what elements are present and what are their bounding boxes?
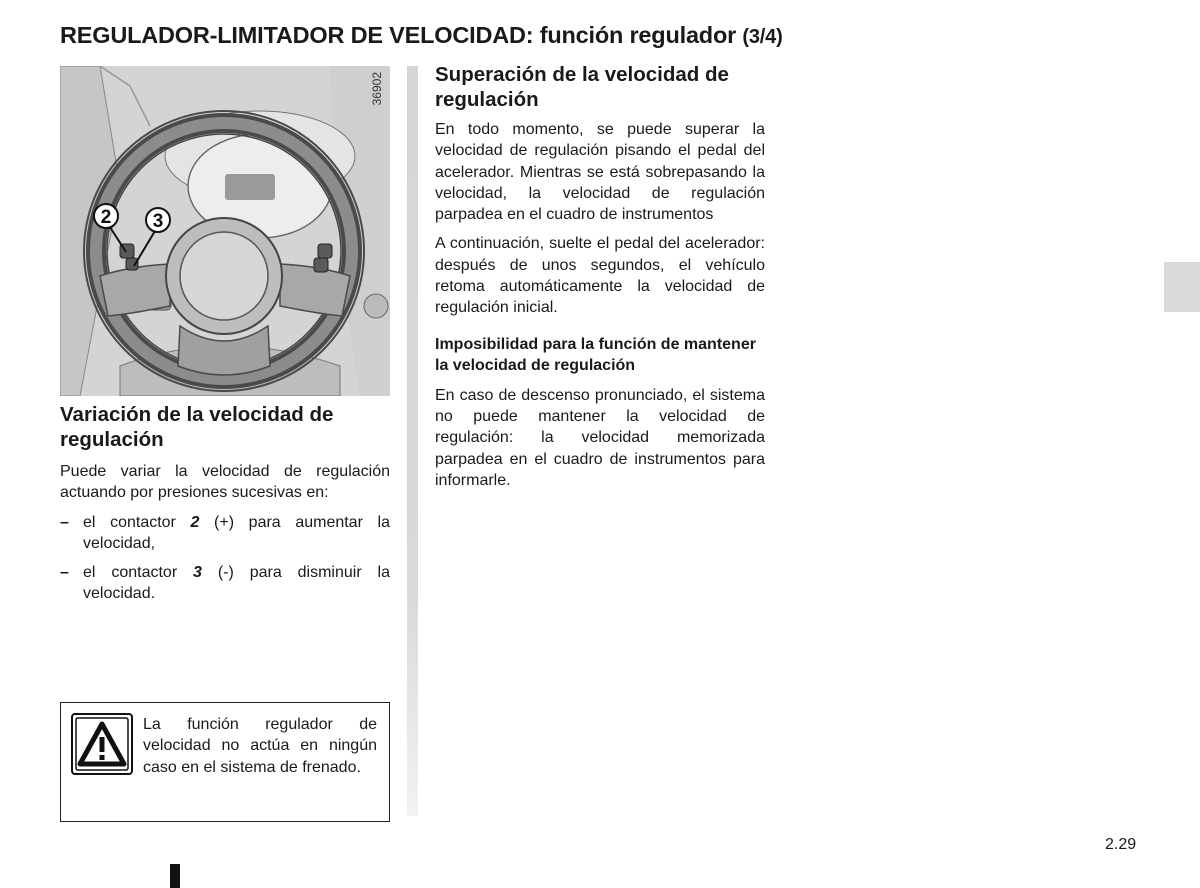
- list-item-text-start: el contactor: [83, 564, 178, 582]
- page-number: 2.29: [1105, 836, 1137, 853]
- print-mark: [170, 864, 180, 888]
- steering-wheel-drawing: [60, 66, 390, 396]
- callout-2: 2: [100, 207, 112, 228]
- figure-reference: 36902: [370, 72, 384, 106]
- section-heading-speed-override: Superación de la velocidad de regulación: [435, 63, 729, 111]
- warning-triangle-icon: [71, 713, 133, 775]
- list-item: [60, 512, 390, 555]
- list-item-text-end: (-) para disminuir la velocidad.: [83, 564, 390, 603]
- list-item-text-end: (+) para aumentar la velocidad,: [83, 513, 390, 552]
- list-item: [60, 562, 390, 605]
- page-title-text: REGULADOR-LIMITADOR DE VELOCIDAD: función regulador: [60, 22, 737, 48]
- page-title: [60, 22, 783, 49]
- left-column: [60, 402, 390, 613]
- chapter-tab: [1164, 262, 1200, 312]
- list-item-text-start: el contactor: [83, 513, 176, 531]
- dash-bullet: –: [60, 564, 69, 582]
- right-column: [435, 62, 765, 499]
- section-marker: (3/4): [742, 26, 783, 48]
- switch-number: 2: [190, 513, 200, 531]
- subheading-impossibility: Imposibilidad para la función de mantener la velocidad de regulación: [435, 335, 756, 374]
- steering-wheel-illustration: [60, 66, 390, 396]
- intro-paragraph: Puede variar la velocidad de regulación actuando por presiones sucesivas en:: [60, 463, 390, 502]
- section-heading-speed-variation: Variación de la velocidad de regulación: [60, 403, 334, 451]
- paragraph-override: En todo momento, se puede superar la velocidad de regulación pisando el pedal del acelerador. Mientras se está sobrepasando la velocidad, la velocidad de regulación parpadea en el cuadro de instrumentos: [435, 121, 765, 224]
- paragraph-release-pedal: A continuación, suelte el pedal del acelerador: después de unos segundos, el vehículo retoma automáticamente la velocidad de regulación inicial.: [435, 235, 765, 317]
- column-divider: [407, 66, 418, 816]
- warning-box: [60, 702, 390, 822]
- callout-3: 3: [152, 211, 164, 232]
- switch-number: 3: [193, 564, 202, 582]
- switch-list: [60, 512, 390, 605]
- warning-text: La función regulador de velocidad no actúa en ningún caso en el sistema de frenado.: [143, 716, 377, 776]
- paragraph-descent: En caso de descenso pronunciado, el sistema no puede mantener la velocidad de regulación: la velocidad memorizada parpadea en el cuadro de instrumentos para informarle.: [435, 386, 765, 489]
- dash-bullet: –: [60, 513, 69, 531]
